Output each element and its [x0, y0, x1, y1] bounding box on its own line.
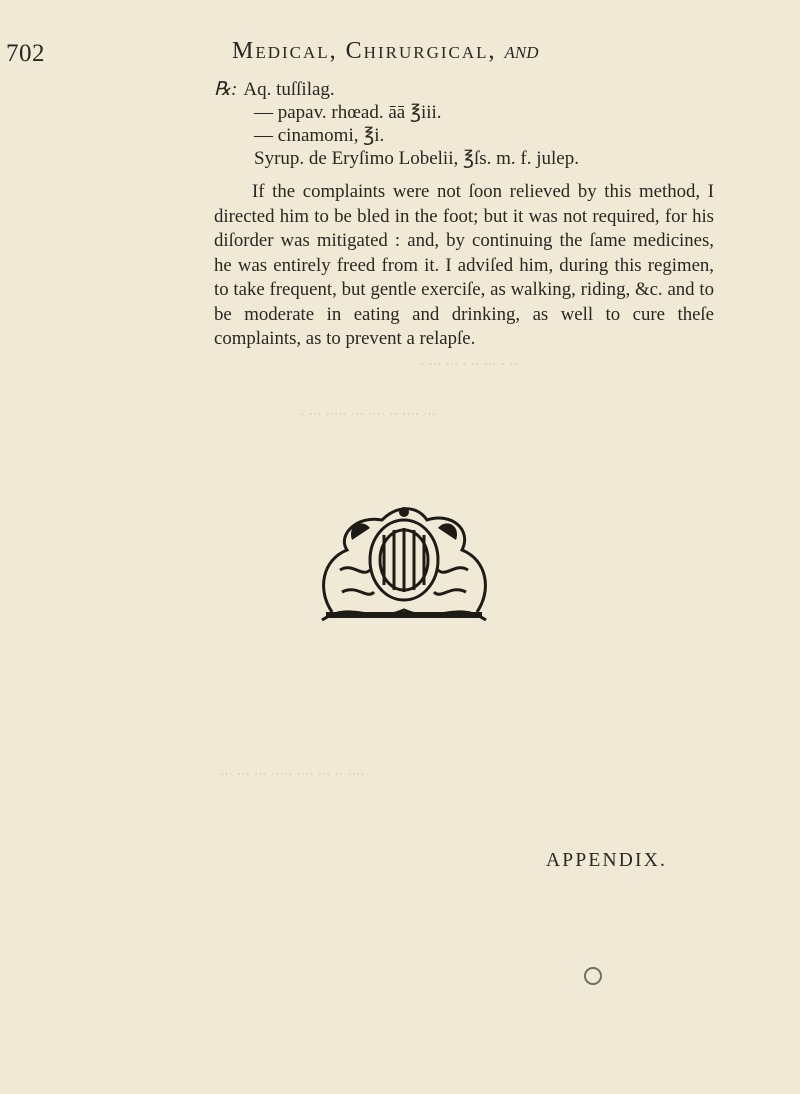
running-title-text: Medical, Chirurgical,	[232, 38, 497, 64]
ink-ring-mark	[584, 967, 602, 985]
running-title-and: and	[504, 38, 539, 64]
running-title	[232, 38, 539, 65]
body-paragraph: If the complaints were not ſoon relieved by this method, I directed him to be bled in the foot; but it was not required, for his diſorder was mitigated : and, by continuing the ſame medicines, he was entirely freed from it. I adviſed him, during this regimen, to take frequent, but gentle exerciſe, as walking, riding, &c. and to be moderate in eating and drinking, as well to cure theſe complaints, as to prevent a relapſe.	[214, 181, 714, 349]
page-number: 702	[6, 40, 45, 67]
recipe-symbol: ℞:	[214, 79, 238, 100]
prescription-line: ℞: Aq. tuſſilag.	[214, 79, 335, 100]
show-through-text: ... .... .. .... ... ..... ... .	[300, 400, 436, 419]
show-through-text: .... .. ... .... ..... ... ... ...	[220, 760, 365, 779]
appendix-catchword: APPENDIX.	[546, 850, 668, 871]
show-through-text: .. . ... .. . ... ... .	[420, 350, 518, 369]
printers-ornament	[312, 500, 496, 628]
prescription-line: Syrup. de Eryſimo Lobelii, ℥ſs. m. f. julep.	[254, 148, 579, 169]
prescription-line: — papav. rhœad. āā ℥iii.	[254, 102, 442, 123]
prescription-line: — cinamomi, ℥i.	[254, 125, 385, 146]
